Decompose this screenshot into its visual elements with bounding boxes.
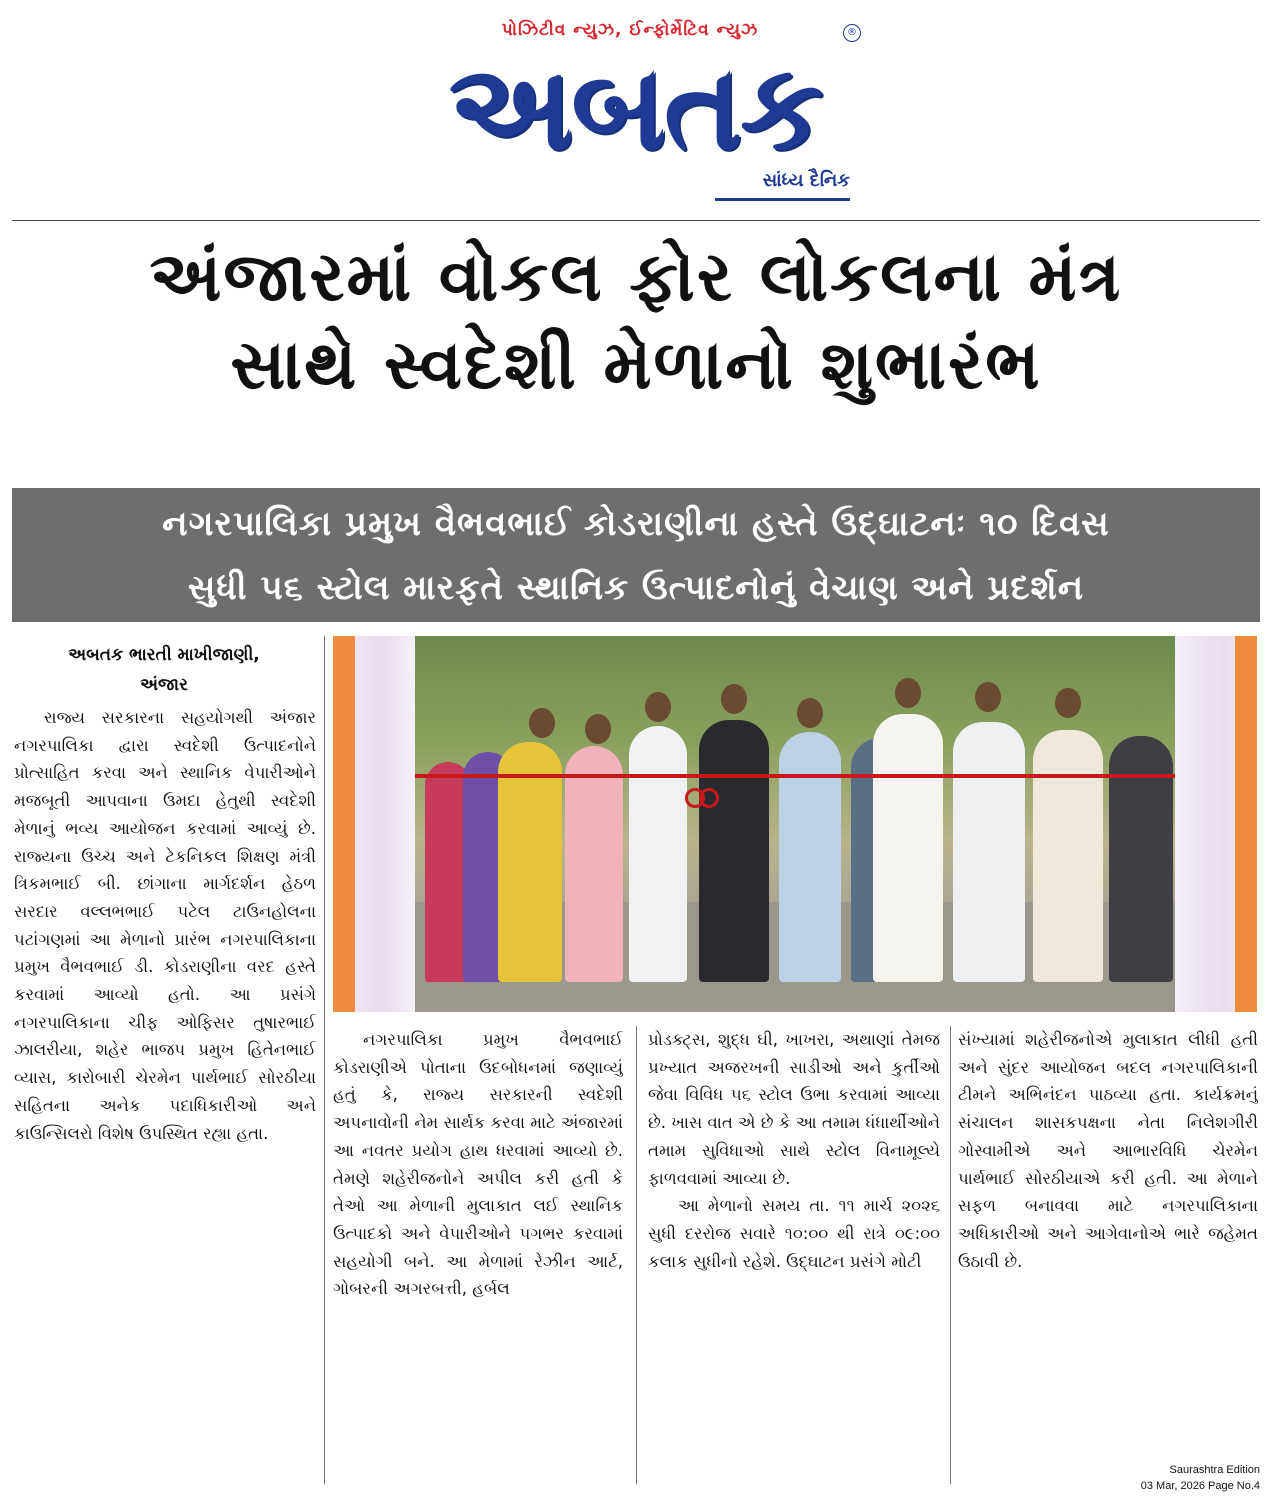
photo-head: [721, 684, 747, 714]
newspaper-logo: અબતક: [448, 38, 822, 176]
headline-line-2: સાથે સ્વદેશી મેળાનો શુભારંભ: [230, 326, 1042, 405]
photo-head: [529, 708, 555, 738]
headline-line-1: અંજારમાં વોકલ ફોર લોકલના મંત્ર: [149, 238, 1123, 317]
column-divider: [950, 1026, 951, 1484]
article-subheadline: [12, 488, 1260, 622]
column-3-text-2: આ મેળાનો સમય તા. ૧૧ માર્ચ ૨૦૨૬ સુધી દરરોજ સવારે ૧૦:૦૦ થી રાત્રે ૦૯:૦૦ કલાક સુધીનો રહેશે. ઉદ્ઘાટન પ્રસંગે મોટી: [648, 1196, 940, 1271]
inauguration-ribbon: [415, 774, 1175, 778]
photo-head: [975, 682, 1001, 712]
page-footer: [1141, 1462, 1260, 1494]
photo-head: [895, 678, 921, 708]
date-page-label: 03 Mar, 2026 Page No.4: [1140, 1480, 1260, 1492]
scissors-icon: [699, 788, 719, 808]
photo-head: [1055, 688, 1081, 718]
masthead: [0, 0, 1272, 222]
photo-person: [953, 722, 1025, 982]
column-2-text: નગરપાલિકા પ્રમુખ વૈભવભાઈ કોડરાણીએ પોતાના ઉદબોધનમાં જણાવ્યું હતું કે, રાજ્ય સરકારની સ્વદેશી અપનાવોની નેમ સાર્થક કરવા માટે અંજારમાં આ નવતર પ્રયોગ હાથ ધરવામાં આવ્યો છે. તેમણે શહેરીજનોને અપીલ કરી હતી કે તેઓ આ મેળાની મુલાકાત લઈ સ્થાનિક ઉત્પાદકો અને વેપારીઓને પગભર કરવામાં સહયોગી બને. આ મેળામાં રેઝીન આર્ટ, ગોબરની અગરબત્તી, હર્બલ: [333, 1030, 623, 1299]
photo-person: [779, 732, 841, 982]
byline: [14, 640, 314, 700]
subhead-line-2: સુધી ૫૬ સ્ટોલ મારફતે સ્થાનિક ઉત્પાદનોનું વેચાણ અને પ્રદર્શન: [187, 568, 1085, 608]
event-photo: [333, 636, 1257, 1012]
right-curtain-border: [1235, 636, 1257, 1012]
subhead-line-1: નગરપાલિકા પ્રમુખ વૈભવભાઈ કોડરાણીના હસ્તે ઉદ્ઘાટનઃ ૧૦ દિવસ: [162, 504, 1110, 544]
registered-mark: ®: [843, 24, 861, 42]
photo-person: [498, 742, 562, 982]
photo-head: [797, 698, 823, 728]
photo-person: [699, 720, 769, 982]
article-column-4: [958, 1026, 1258, 1484]
photo-person: [873, 714, 943, 982]
article-column-3: [648, 1026, 940, 1484]
photo-person: [565, 746, 623, 982]
photo-head: [645, 692, 671, 722]
column-divider: [324, 636, 325, 1484]
edition-label: Saurashtra Edition: [1169, 1464, 1260, 1476]
column-1-text: રાજ્ય સરકારના સહયોગથી અંજાર નગરપાલિકા દ્વારા સ્વદેશી ઉત્પાદનોને પ્રોત્સાહિત કરવા અને સ્થાનિક વેપારીઓને મજબૂતી આપવાના ઉમદા હેતુથી સ્વદેશી મેળાનું ભવ્ય આયોજન કરવામાં આવ્યું છે. રાજ્યના ઉચ્ચ અને ટેકનિકલ શિક્ષણ મંત્રી ત્રિકમભાઈ બી. છાંગાના માર્ગદર્શન હેઠળ સરદાર વલ્લભભાઈ પટેલ ટાઉનહોલના પટાંગણમાં આ મેળાનો પ્રારંભ નગરપાલિકાના પ્રમુખ વૈભવભાઈ ડી. કોડરાણીના વરદ હસ્તે કરવામાં આવ્યો હતો. આ પ્રસંગે નગરપાલિકાના ચીફ ઓફિસર તુષારભાઈ ઝાલરીયા, શહેર ભાજપ પ્રમુખ હિતેનભાઈ વ્યાસ, કારોબારી ચેરમેન પાર્થભાઈ સોરઠીયા સહિતના અનેક પદાધિકારીઓ અને કાઉન્સિલરો વિશેષ ઉપસ્થિત રહ્યા હતા.: [14, 708, 316, 1143]
byline-location: અંજાર: [140, 675, 188, 695]
left-curtain-border: [333, 636, 355, 1012]
column-3-text: પ્રોડક્ટ્સ, શુદ્ધ ઘી, ખાખરા, અથાણાં તેમજ પ્રખ્યાત અજરખની સાડીઓ અને કુર્તીઓ જેવા વિવિધ ૫૬ સ્ટોલ ઉભા કરવામાં આવ્યા છે. ખાસ વાત એ છે કે આ તમામ ધંધાર્થીઓને તમામ સુવિધાઓ સાથે સ્ટોલ વિનામૂલ્યે ફાળવવામાં આવ્યા છે.: [648, 1030, 940, 1188]
masthead-divider: [12, 220, 1260, 221]
photo-person: [1109, 736, 1173, 982]
photo-head: [585, 714, 611, 744]
photo-person: [629, 726, 687, 982]
article-column-1: [14, 704, 316, 1484]
masthead-tagline: પોઝિટીવ ન્યુઝ, ઈન્ફોર્મેટિવ ન્યુઝ: [501, 20, 759, 40]
byline-reporter: અબતક ભારતી માખીજાણી,: [68, 645, 260, 665]
masthead-subtag: સાંધ્ય દૈનિક: [762, 170, 850, 191]
article-column-2: [333, 1026, 623, 1484]
column-4-text: સંખ્યામાં શહેરીજનોએ મુલાકાત લીધી હતી અને સુંદર આયોજન બદલ નગરપાલિકાની ટીમને અભિનંદન પાઠવ્યા હતા. કાર્યક્રમનું સંચાલન શાસકપક્ષના નેતા નિલેશગીરી ગોસ્વામીએ અને આભારવિધિ ચેરમેન પાર્થભાઈ સોરઠીયાએ કરી હતી. આ મેળાને સફળ બનાવવા માટે નગરપાલિકાના અધિકારીઓ અને આગેવાનોએ ભારે જહેમત ઉઠાવી છે.: [958, 1030, 1258, 1271]
photo-person: [1033, 730, 1103, 982]
article-headline: [12, 234, 1260, 410]
column-divider: [636, 1026, 637, 1484]
logo-underline: [715, 198, 850, 201]
